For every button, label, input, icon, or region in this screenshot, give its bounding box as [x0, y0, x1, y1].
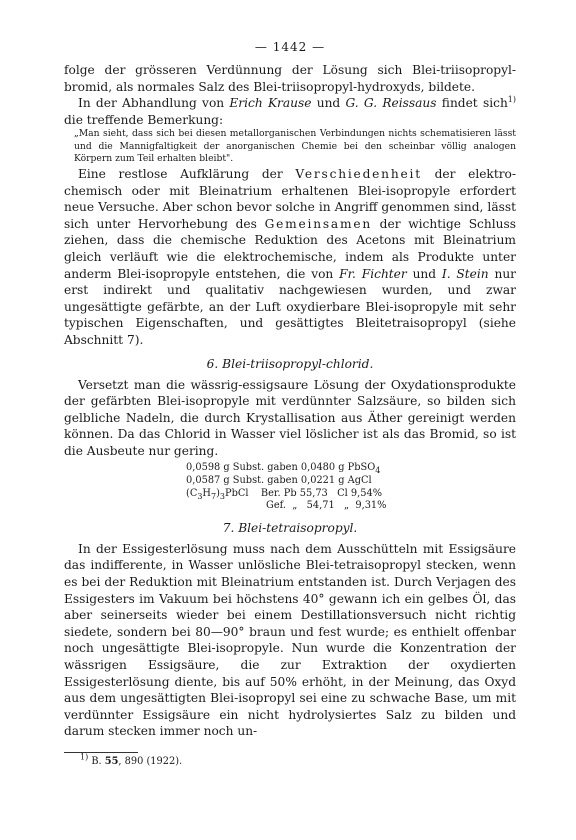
analysis-text: ): [216, 487, 220, 499]
paragraph-3: [64, 166, 516, 349]
spaced-emphasis: Gemeinsamen: [264, 216, 372, 231]
block-quote: „Man sieht, dass sich bei diesen metallorganischen Verbindungen nichts schematisieren lässt und die Mannigfaltigkeit der anorganischen Chemie bei den scheinbar völlig analogen Körpern zum Teil erhalten bleibt".: [74, 128, 516, 164]
footnote-divider: [64, 752, 138, 753]
analysis-text: (C: [186, 487, 198, 499]
author-reissaus: G. G. Reissaus: [345, 96, 437, 111]
subscript: 7: [210, 491, 217, 501]
footnote-mark: 1): [507, 95, 517, 105]
paragraph-3-text: der elektrochemisch oder mit Bleinatrium erhaltenen Blei-isopropyle erfordert neue Versuche. Aber schon bevor solche in Angriff genommen sind, lässt sich unter Hervorhebung des: [64, 166, 517, 231]
subscript: 3: [197, 491, 203, 501]
section-7-heading: 7. Blei-tetraisopropyl.: [222, 520, 358, 535]
analysis-text: H: [202, 487, 211, 499]
analysis-row: [186, 488, 516, 501]
paragraph-2: [64, 95, 516, 128]
analysis-row: 0,0587 g Subst. gaben 0,0221 g AgCl: [186, 475, 372, 487]
page-number: — 1442 —: [254, 40, 326, 54]
paragraph-1: folge der grösseren Verdünnung der Lösung sich Blei-triisopropylbromid, als normales Salz des Blei-triisopropyl-hydroxyds, bildete.: [64, 63, 516, 94]
author-stein: I. Stein: [441, 266, 489, 281]
paragraph-2-text: die treffende Bemerkung:: [64, 112, 224, 127]
analysis-block: [186, 462, 516, 512]
analysis-text: PbCl Ber. Pb 55,73 Cl 9,54%: [224, 487, 382, 499]
subscript: 3: [219, 491, 225, 501]
footnote: [80, 752, 516, 767]
section-6-heading: 6. Blei-triisopropyl-chlorid.: [206, 356, 374, 371]
paragraph-3-text: nur erst indirekt und qualitativ nachgewiesen wurden, und zwar ungesättigte gefärbte, an der Luft oxydierbare Blei-isopropyle mit sehr typischen Eigenschaften, und gesättigtes Bleitetraisopropyl (siehe Abschnitt 7).: [64, 266, 516, 347]
paragraph-5: In der Essigesterlösung muss nach dem Ausschütteln mit Essigsäure das indifferente, in Wasser unlösliche Blei-tetraisopropyl stecken, wenn es bei der Reduktion mit Bleinatrium entstanden ist. Durch Verjagen des Essigesters im Vakuum bei höchstens 40° gewann ich ein gelbes Öl, das aber seinerseits wieder bei einem Destillationsversuch nicht richtig siedete, sondern bei 80—90° braun und fest wurde; es enthielt offenbar noch ungesättigte Blei-isopropyle. Nun wurde die Konzentration der wässrigen Essigsäure, die zur Extraktion der oxydierten Essigesterlösung diente, bis auf 50% erhöht, in der Meinung, das Oxyd aus dem ungesättigten Blei-isopropyl sei eine zu schwache Base, um mit verdünnter Essigsäure ein nicht hydrolysiertes Salz zu bilden und darum stecken immer noch un-: [64, 541, 516, 739]
paragraph-3-text: Eine restlose Aufklärung der: [78, 166, 296, 181]
footnote-text: , 890 (1922).: [118, 755, 183, 767]
subscript: 4: [375, 466, 381, 476]
paragraph-3-text: und: [406, 266, 442, 281]
paragraph-2-text: findet sich: [436, 96, 508, 111]
spaced-emphasis: Verschiedenheit: [295, 166, 422, 181]
page: [64, 40, 516, 767]
analysis-row: Gef. „ 54,71 „ 9,31%: [266, 500, 387, 512]
footnote-number: 1): [80, 752, 89, 762]
footnote-text: B.: [88, 755, 105, 767]
author-krause: Erich Krause: [229, 96, 312, 111]
footnote-volume: 55: [104, 755, 119, 767]
analysis-row: [186, 462, 516, 475]
paragraph-4: Versetzt man die wässrig-essigsaure Lösung der Oxydationsprodukte der gefärbten Blei-isopropyle mit verdünnter Salzsäure, so bilden sich gelbliche Nadeln, die durch Krystallisation aus Äther gereinigt werden können. Da das Chlorid in Wasser viel löslicher ist als das Bromid, so ist die Ausbeute nur gering.: [64, 377, 516, 458]
analysis-text: 0,0598 g Subst. gaben 0,0480 g PbSO: [186, 462, 376, 474]
author-fichter: Fr. Fichter: [339, 266, 407, 281]
paragraph-3-text: der wichtige Schluss ziehen, dass die chemische Reduktion des Acetons mit Bleinatrium gleich verläuft wie die elektrochemische, indem als Produkte unter anderm Blei-isopropyle entstehen, die von: [64, 216, 516, 281]
paragraph-2-text: und: [311, 96, 346, 111]
paragraph-2-text: In der Abhandlung von: [78, 96, 230, 111]
